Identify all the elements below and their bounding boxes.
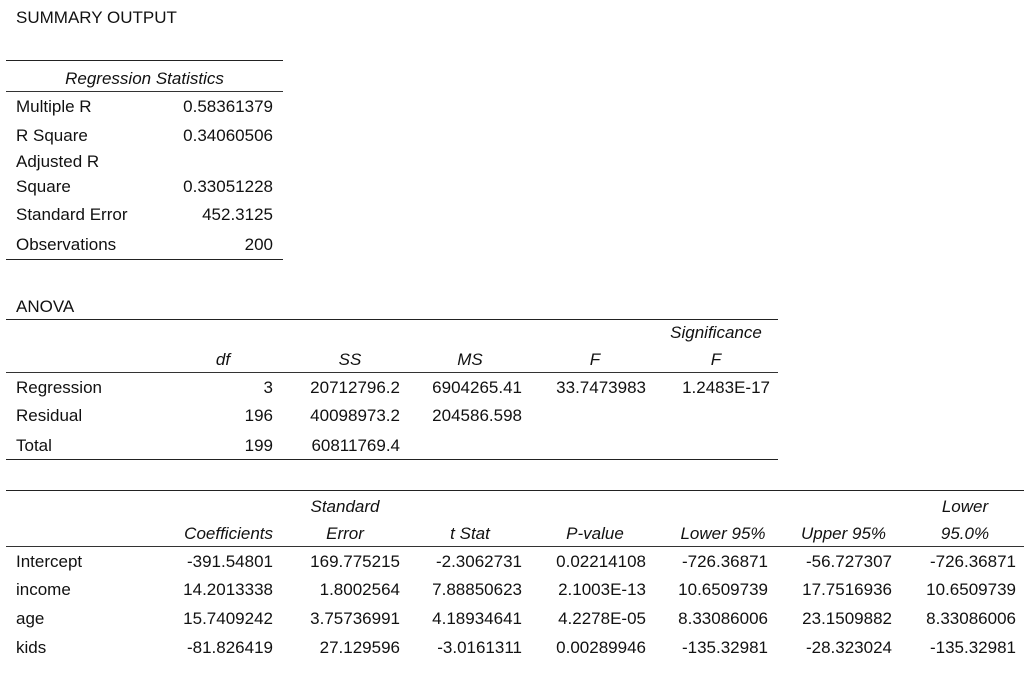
coef-row-income-p: 2.1003E-13 <box>558 580 646 599</box>
coef-row-intercept-t: -2.3062731 <box>435 552 522 571</box>
anova-row-total-label: Total <box>16 436 52 455</box>
anova-row-regression-label: Regression <box>16 378 102 397</box>
coef-header-lower: Lower <box>941 497 989 516</box>
coef-row-intercept-coef: -391.54801 <box>186 552 273 571</box>
coef-header-tstat: t Stat <box>450 524 490 543</box>
stat-label-adjusted-r-line2: Square <box>16 177 71 196</box>
coef-row-kids-se: 27.129596 <box>319 638 400 657</box>
stat-value-standard-error: 452.3125 <box>202 205 273 224</box>
anova-header-ss: SS <box>338 350 362 369</box>
coef-row-income-lower: 10.6509739 <box>678 580 768 599</box>
anova-header-ms: MS <box>457 350 483 369</box>
anova-header-f: F <box>589 350 601 369</box>
anova-row-residual-ss: 40098973.2 <box>310 406 400 425</box>
coef-row-age-upper: 23.1509882 <box>802 609 892 628</box>
coef-row-kids-lower: -135.32981 <box>681 638 768 657</box>
coef-row-age-p: 4.2278E-05 <box>558 609 646 628</box>
stat-value-observations: 200 <box>244 235 273 254</box>
stat-label-observations: Observations <box>16 235 117 254</box>
coef-row-income-coef: 14.2013338 <box>183 580 273 599</box>
coef-row-kids-upper: -28.323024 <box>805 638 892 657</box>
coef-row-income-se: 1.8002564 <box>319 580 400 599</box>
coef-header-error: Error <box>326 524 364 543</box>
coef-header-pvalue: P-value <box>566 524 624 543</box>
stat-label-adjusted-r-line1: Adjusted R <box>16 152 100 171</box>
anova-row-residual-label: Residual <box>16 406 83 425</box>
coef-row-kids-p: 0.00289946 <box>556 638 646 657</box>
coef-row-intercept-se: 169.775215 <box>310 552 400 571</box>
anova-row-residual-df: 196 <box>244 406 273 425</box>
anova-header-significance-f: F <box>710 350 722 369</box>
coef-row-intercept-lower: -726.36871 <box>681 552 768 571</box>
stat-label-r-square: R Square <box>16 126 88 145</box>
anova-row-total-df: 199 <box>244 436 273 455</box>
coef-row-intercept-lower2: -726.36871 <box>929 552 1016 571</box>
coef-row-intercept-label: Intercept <box>16 552 83 571</box>
anova-header-significance: Significance <box>670 323 762 342</box>
stat-label-standard-error: Standard Error <box>16 205 128 224</box>
coef-header-lower95: Lower 95% <box>680 524 766 543</box>
coef-row-age-lower2: 8.33086006 <box>926 609 1016 628</box>
coef-row-intercept-upper: -56.727307 <box>805 552 892 571</box>
anova-row-regression-df: 3 <box>263 378 273 397</box>
coef-row-intercept-p: 0.02214108 <box>556 552 646 571</box>
anova-row-residual-ms: 204586.598 <box>432 406 522 425</box>
table-bottom-border <box>6 259 283 260</box>
coef-header-upper95: Upper 95% <box>800 524 887 543</box>
anova-row-regression-ss: 20712796.2 <box>310 378 400 397</box>
coef-row-income-t: 7.88850623 <box>432 580 522 599</box>
coef-header-95-0: 95.0% <box>940 524 990 543</box>
coef-row-age-se: 3.75736991 <box>310 609 400 628</box>
summary-title: SUMMARY OUTPUT <box>16 8 177 27</box>
coef-row-income-lower2: 10.6509739 <box>926 580 1016 599</box>
coef-row-income-upper: 17.7516936 <box>802 580 892 599</box>
coef-row-age-coef: 15.7409242 <box>183 609 273 628</box>
coef-header-coefficients <box>160 524 273 544</box>
coef-header-standard: Standard <box>310 497 380 516</box>
coef-row-kids-t: -3.0161311 <box>437 638 522 657</box>
stat-label-multiple-r: Multiple R <box>16 97 92 116</box>
anova-bottom-border <box>6 459 778 460</box>
anova-header-df: df <box>215 350 231 369</box>
anova-title: ANOVA <box>16 297 75 316</box>
regression-statistics-header: Regression Statistics <box>65 69 224 88</box>
coef-row-kids-label: kids <box>16 638 47 657</box>
coef-header-divider <box>6 546 1024 547</box>
header-divider <box>6 91 283 92</box>
anova-row-total-ss: 60811769.4 <box>311 436 400 455</box>
coef-row-kids-lower2: -135.32981 <box>929 638 1016 657</box>
coef-row-kids-coef: -81.826419 <box>186 638 273 657</box>
coef-top-border <box>6 490 1024 491</box>
table-top-border <box>6 60 283 61</box>
coef-row-income-label: income <box>16 580 71 599</box>
stat-value-adjusted-r-square: 0.33051228 <box>183 177 273 196</box>
stat-value-multiple-r: 0.58361379 <box>183 97 273 116</box>
coef-header-coefficients-text: Coefficients <box>184 524 273 543</box>
coef-row-age-t: 4.18934641 <box>432 609 522 628</box>
stat-value-r-square: 0.34060506 <box>183 126 273 145</box>
anova-row-regression-significance: 1.2483E-17 <box>682 378 770 397</box>
anova-top-border <box>6 319 778 320</box>
anova-row-regression-ms: 6904265.41 <box>432 378 522 397</box>
anova-header-divider <box>6 372 778 373</box>
anova-row-regression-f: 33.7473983 <box>556 378 646 397</box>
coef-row-age-lower: 8.33086006 <box>678 609 768 628</box>
coef-row-age-label: age <box>16 609 45 628</box>
